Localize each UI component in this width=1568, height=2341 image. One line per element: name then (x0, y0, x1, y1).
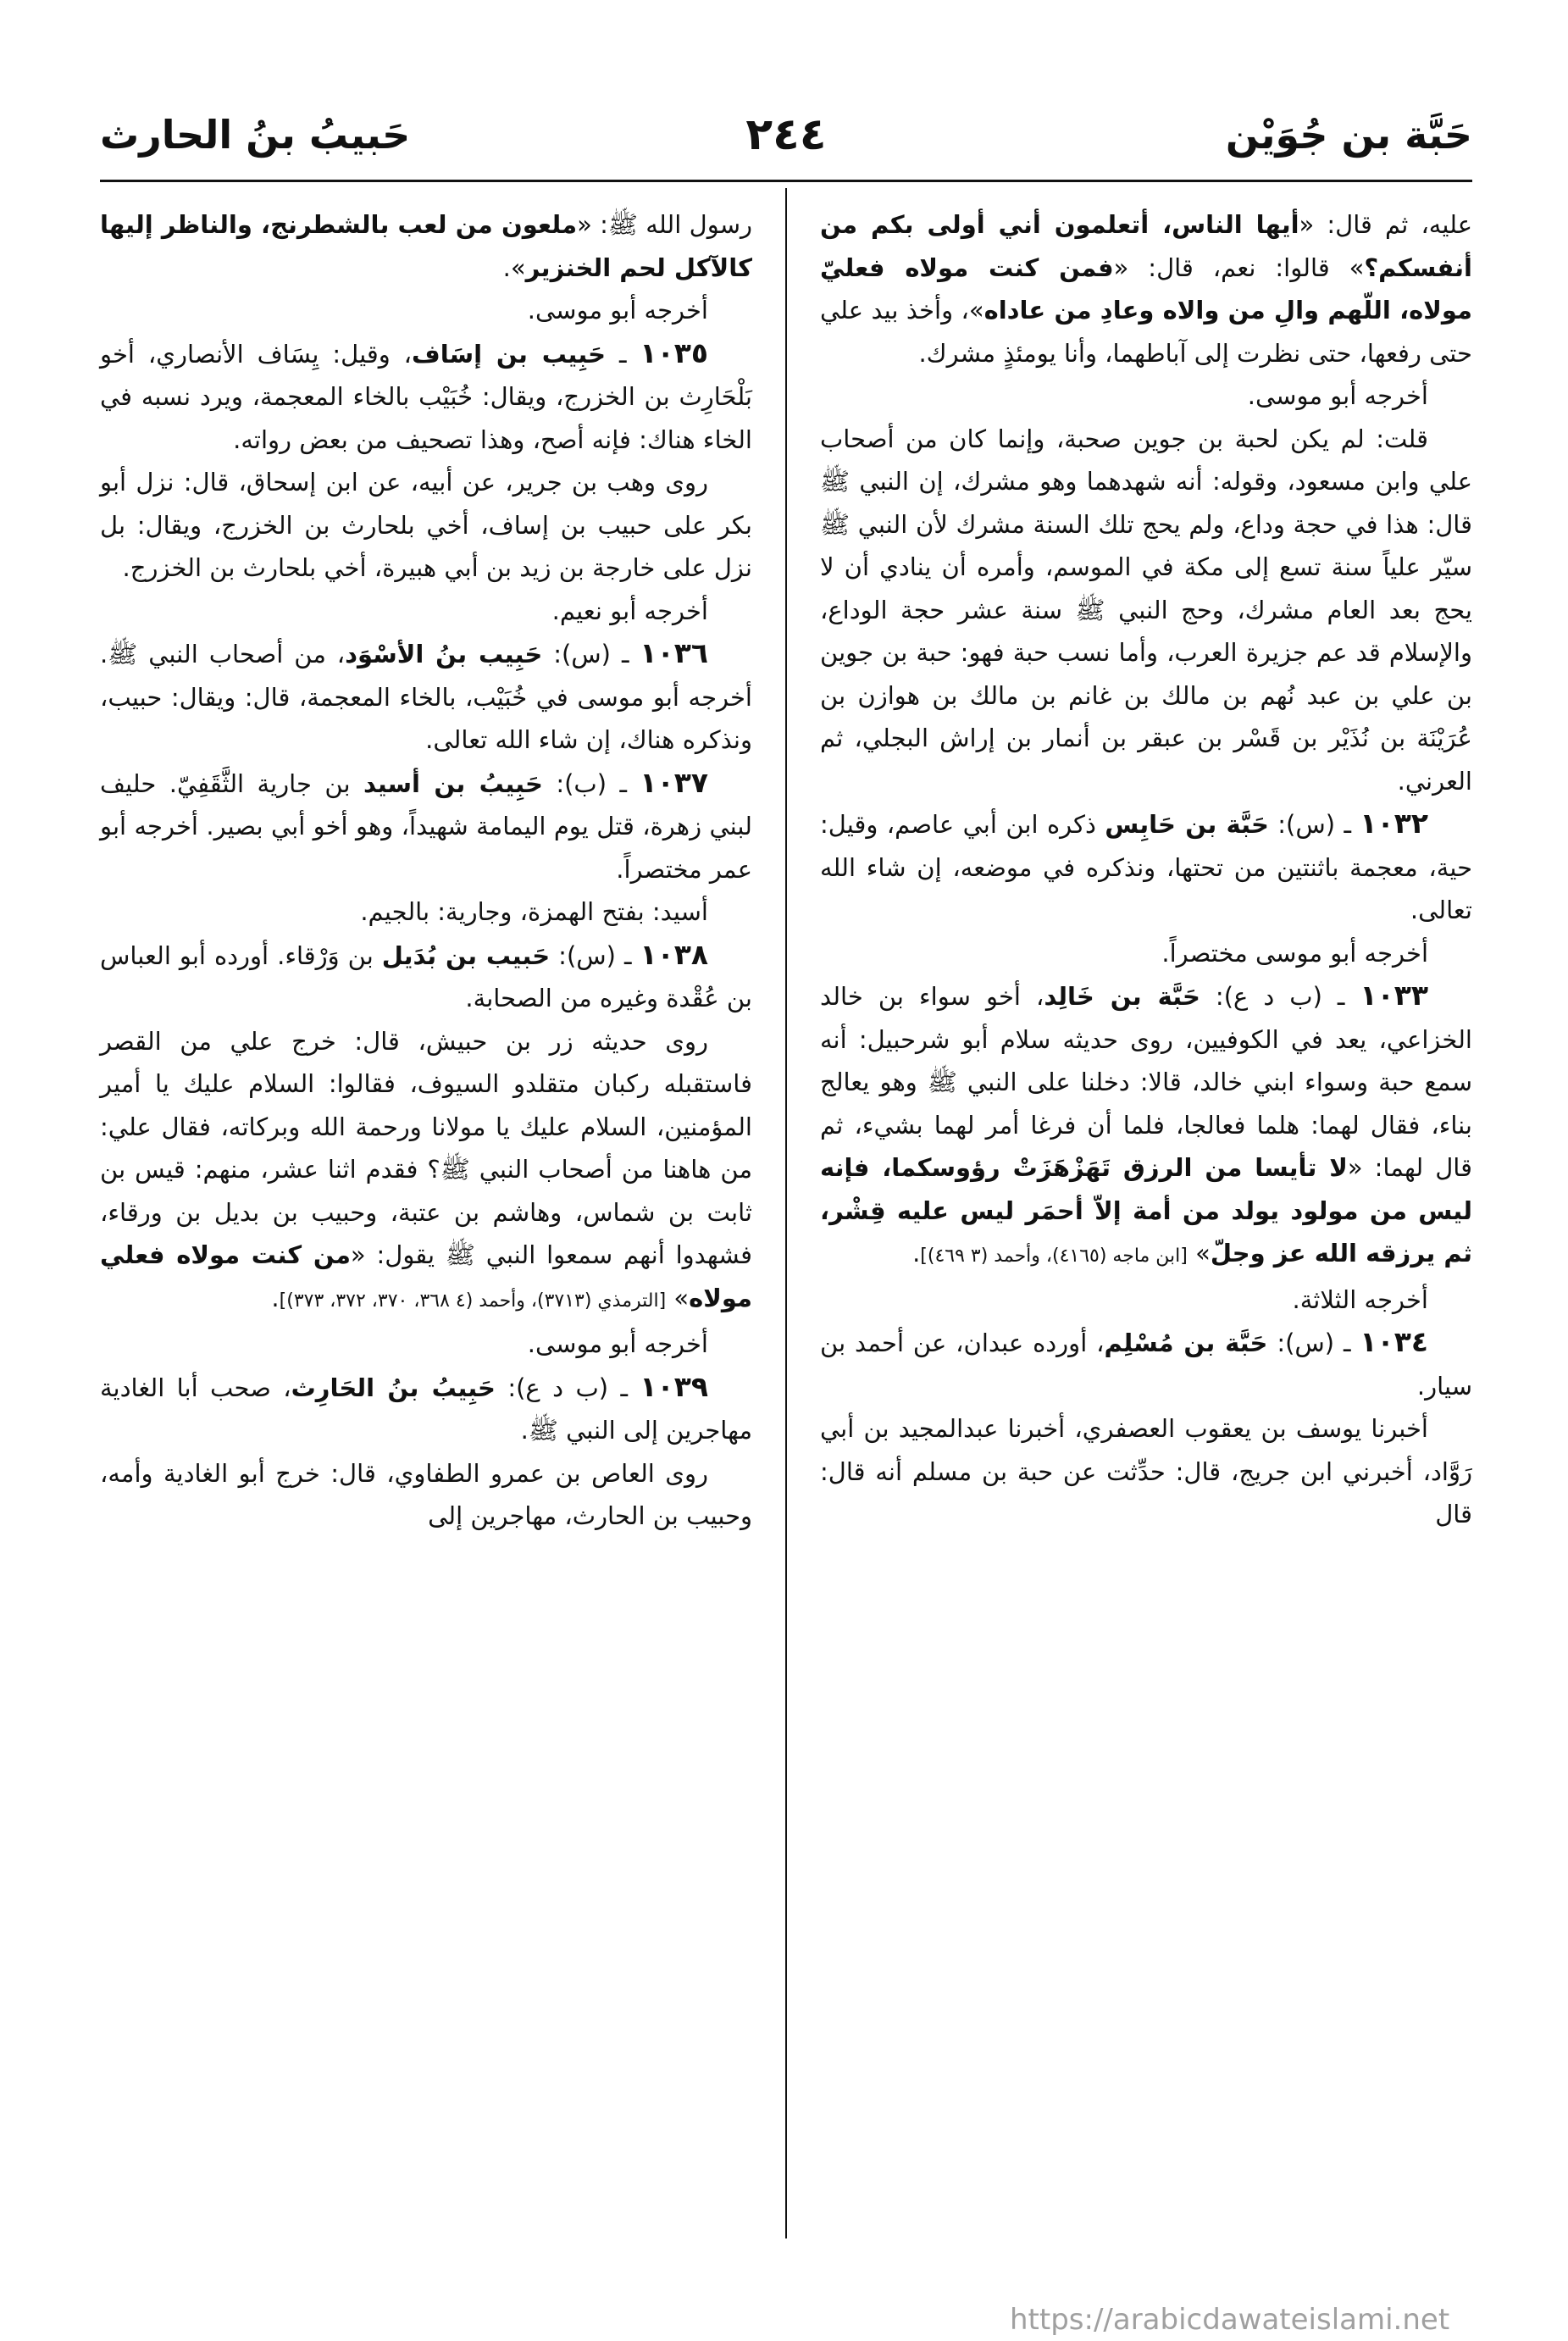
text-run: أخرجه أبو موسى. (527, 1329, 708, 1358)
paragraph (100, 934, 752, 1020)
paragraph (820, 1407, 1472, 1536)
bold-text: حَبَّة بن خَالِد (1044, 982, 1200, 1011)
entry-number: ١٠٣٢ (1360, 807, 1428, 840)
text-run: ، صحب أبا الغادية مهاجرين إلى النبي ﷺ. (100, 1373, 752, 1445)
paragraph (100, 1452, 752, 1538)
paragraph (820, 374, 1472, 418)
text-run: روى العاص بن عمرو الطفاوي، قال: خرج أبو الغادية وأمه، وحبيب بن الحارث، مهاجرين إلى (100, 1458, 752, 1530)
entry-number: ١٠٣٨ (640, 937, 709, 971)
left-column (100, 203, 752, 1538)
paragraph (100, 1020, 752, 1323)
paragraph (820, 974, 1472, 1279)
text-run: ـ (س): (550, 940, 640, 970)
page-header (100, 100, 1472, 169)
bold-text: حَبَّة بن مُسْلِم (1104, 1329, 1268, 1357)
text-run: أخرجه أبو موسى مختصراً. (1161, 938, 1428, 968)
entry-number: ١٠٣٦ (640, 636, 708, 669)
text-run: أخرجه أبو موسى. (527, 296, 708, 325)
paragraph (820, 932, 1472, 975)
bold-text: حَبيب بن بُدَيل (381, 940, 551, 970)
paragraph (100, 461, 752, 590)
paragraph (100, 289, 752, 332)
paragraph (100, 1366, 752, 1452)
text-run: ـ (ب د ع): (1200, 982, 1360, 1011)
bold-text: أيها الناس، أتعلمون أني أولى بكم من أنفسكم؟ (820, 210, 1472, 282)
bold-text: حَبِيب بنُ الأسْوَد (345, 640, 543, 668)
text-run: ، أخو سواء بن خالد الخزاعي، يعد في الكوفيين، روى حديثه سلام أبو شرحبيل: أنه سمع حبة وسواء ابني خالد، قالا: دخلنا على النبي ﷺ وهو يعالج بناء، فقال لهما: هلما فعالجا، فلما أن فرغا أمر لهما بشيء، ثم قال لهما: « (820, 982, 1472, 1182)
entry-number: ١٠٣٣ (1360, 979, 1429, 1012)
text-run: ، أورده عبدان، عن أحمد بن سيار. (820, 1329, 1472, 1401)
bold-text: فمن كنت مولاه فعليّ مولاه، اللّهم والِ من والاه وعادِ من عاداه (820, 252, 1472, 325)
paragraph (820, 418, 1472, 803)
text-run: أخرجه أبو موسى. (1247, 381, 1428, 410)
text-run: . (912, 1239, 921, 1268)
text-run: روى حديثه زر بن حبيش، قال: خرج علي من القصر فاستقبله ركبان متقلدو السيوف، فقالوا: السلام عليك يا أمير المؤمنين، السلام عليك يا مولانا ورحمة الله وبركاته، فقال علي: من هاهنا من أصحاب النبي ﷺ؟ فقدم اثنا عشر، منهم: قيس بن ثابت بن شماس، وهاشم بن عتبة، وحبيب بن بديل بن ورقاء، فشهدوا أنهم سمعوا النبي ﷺ يقول: « (100, 1026, 752, 1269)
paragraph (100, 1323, 752, 1366)
text-run: ، وقيل: يِسَاف الأنصاري، أخو بَلْحَارِث بن الخزرج، ويقال: خُبَيْب بالخاء المعجمة، ويرد نسبه في الخاء هناك: فإنه أصح، وهذا تصحيف من بعض رواته. (100, 339, 752, 454)
text-run: أخبرنا يوسف بن يعقوب العصفري، أخبرنا عبدالمجيد بن أبي رَوَّاد، أخبرني ابن جريج، قال: حدِّثت عن حبة بن مسلم أنه قال: قال (820, 1414, 1472, 1528)
paragraph (820, 203, 1472, 374)
text-run: ، من أصحاب النبي ﷺ. أخرجه أبو موسى في خُبَيْب، بالخاء المعجمة، قال: ويقال: حبيب، ونذكره هناك، إن شاء الله تعالى. (100, 640, 752, 754)
paragraph (100, 590, 752, 633)
bold-text: من كنت مولاه فعلي مولاه (100, 1240, 752, 1312)
text-run: أخرجه أبو نعيم. (551, 596, 708, 625)
text-run: » (666, 1283, 690, 1312)
text-run: » (1187, 1239, 1211, 1268)
text-run: . (271, 1283, 280, 1312)
header-left-title: حَبيبُ بنُ الحارث (100, 112, 411, 158)
paragraph (100, 890, 752, 934)
paragraph (820, 802, 1472, 932)
text-run: روى وهب بن جرير، عن أبيه، عن ابن إسحاق، قال: نزل أبو بكر على حبيب بن إساف، أخي بلحارث بن الخزرج، ويقال: بل نزل على خارجة بن زيد بن أبي هبيرة، أخي بلحارث بن الخزرج. (100, 468, 752, 582)
header-rule (100, 180, 1472, 182)
text-run: ـ (س): (542, 640, 640, 668)
watermark: https://arabicdawateislami.net (1010, 2303, 1450, 2337)
bold-text: لا تأيسا من الرزق تَهَزْهَزَتْ رؤوسكما، فإنه ليس من مولود يولد من أمة إلاّ أحمَر ليس عليه قِشْر، ثم يرزقه الله عز وجلّ (820, 1153, 1472, 1268)
entry-number: ١٠٣٥ (640, 336, 708, 369)
text-run: »، وأخذ بيد علي حتى رفعها، حتى نظرت إلى آباطهما، وأنا يومئذٍ مشرك. (820, 296, 1472, 368)
paragraph (100, 203, 752, 289)
right-column (820, 203, 1472, 1536)
bold-text: حَبِيبُ بن أسيد (363, 768, 543, 798)
text-run: ». (502, 252, 526, 282)
entry-number: ١٠٣٤ (1360, 1325, 1428, 1358)
bold-text: حَبِيبُ بنُ الحَارِث (291, 1373, 496, 1402)
text-run: رسول الله ﷺ: « (577, 210, 752, 239)
bold-text: ملعون من لعب بالشطرنج، والناظر إليها كالآكل لحم الخنزير (100, 210, 752, 282)
text-run: بن وَرْقاء. أورده أبو العباس بن عُقْدة وغيره من الصحابة. (100, 940, 752, 1012)
page-number: ٢٤٤ (745, 109, 827, 160)
text-run: ـ (ب): (542, 768, 640, 798)
text-run: أسيد: بفتح الهمزة، وجارية: بالجيم. (360, 897, 708, 926)
text-run: ـ (س): (1267, 1329, 1360, 1357)
citation: [ابن ماجه (٤١٦٥)، وأحمد (٣ ٤٦٩)] (920, 1245, 1188, 1267)
column-divider (785, 188, 787, 2238)
entry-number: ١٠٣٧ (640, 765, 708, 799)
text-run: قلت: لم يكن لحبة بن جوين صحبة، وإنما كان من أصحاب علي وابن مسعود، وقوله: أنه شهدهما وهو مشرك، إن النبي ﷺ قال: هذا في حجة وداع، ولم يحج تلك السنة مشرك لأن النبي ﷺ سيّر علياً سنة تسع إلى مكة في الموسم، وأمره أن ينادي أن لا يحج بعد العام مشرك، وحج النبي ﷺ سنة عشر حجة الوداع، والإسلام قد عم جزيرة العرب، وأما نسب حبة فهو: حبة بن جوين بن علي بن عبد نُهم بن مالك بن غانم بن مالك بن هوازن بن عُرَيْنَة بن نُذَيْر بن قَسْر بن عبقر بن أنمار بن إراش البجلي، ثم العرني. (820, 424, 1472, 796)
text-run: ـ (ب د ع): (495, 1373, 640, 1402)
text-run: » قالوا: نعم، قال: « (1113, 252, 1365, 282)
paragraph (820, 1279, 1472, 1322)
text-run: بن جارية الثَّقَفِيّ. حليف لبني زهرة، قتل يوم اليمامة شهيداً، وهو أخو أبي بصير. أخرجه أبو عمر مختصراً. (100, 768, 752, 884)
paragraph (820, 1321, 1472, 1407)
citation: [الترمذي (٣٧١٣)، وأحمد (٤ ٣٦٨، ٣٧٠، ٣٧٢، ٣٧٣)] (279, 1290, 667, 1312)
text-run: ـ (س): (1268, 810, 1360, 839)
bold-text: حَبَّة بن حَابِس (1105, 810, 1269, 839)
header-right-title: حَبَّة بن جُوَيْن (1225, 112, 1472, 158)
text-run: ذكره ابن أبي عاصم، وقيل: حية، معجمة باثنتين من تحتها، ونذكره في موضعه، إن شاء الله تعالى. (820, 810, 1472, 924)
bold-text: حَبِيب بن إسَاف (412, 339, 607, 369)
paragraph (100, 762, 752, 891)
paragraph (100, 332, 752, 462)
paragraph (100, 632, 752, 762)
text-run: أخرجه الثلاثة. (1292, 1284, 1428, 1314)
entry-number: ١٠٣٩ (640, 1369, 708, 1403)
text-run: عليه، ثم قال: « (1299, 210, 1473, 239)
text-run: ـ (606, 339, 640, 369)
